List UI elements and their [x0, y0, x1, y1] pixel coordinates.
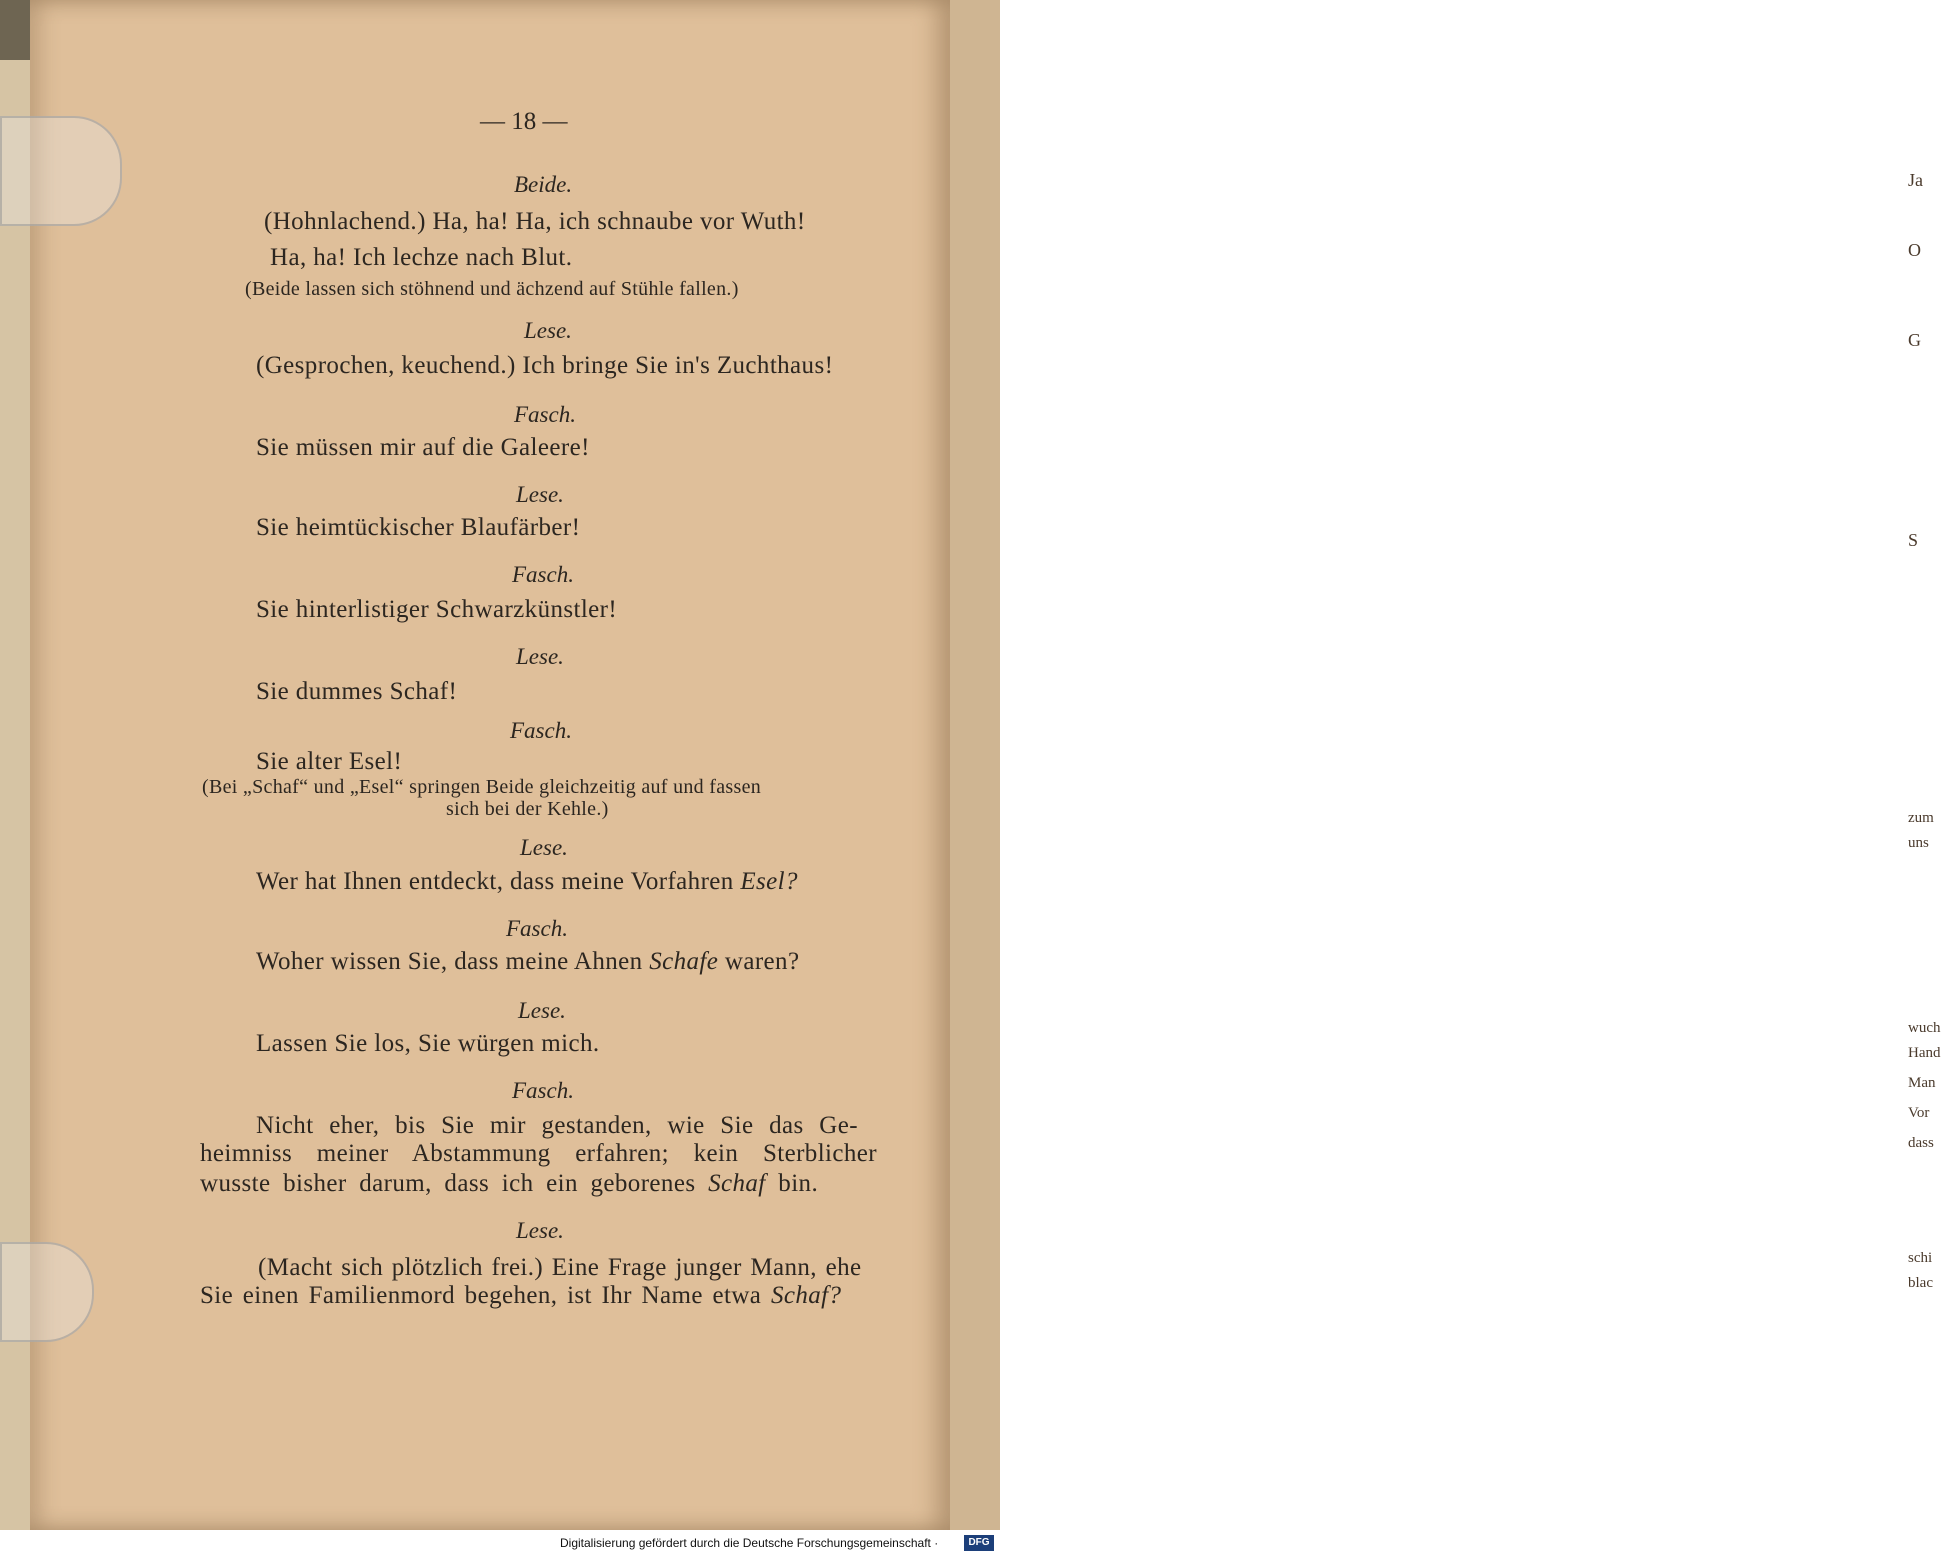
stage-direction: (Bei „Schaf“ und „Esel“ springen Beide gleichzeitig auf und fassen — [202, 776, 762, 798]
speaker-label: Beide. — [514, 172, 573, 197]
dialogue-line: heimniss meiner Abstammung erfahren; kein Sterblicher — [200, 1140, 878, 1167]
dialogue-line: (Hohnlachend.) Ha, ha! Ha, ich schnaube vor Wuth! — [264, 208, 806, 235]
dialogue-line: Sie dummes Schaf! — [256, 678, 458, 705]
facing-fragment: S — [1908, 530, 1919, 550]
emphasis: Esel? — [740, 868, 798, 895]
facing-fragment: G — [1908, 330, 1921, 350]
page-number: — 18 — — [480, 108, 568, 135]
facing-fragment: Man — [1908, 1075, 1936, 1091]
facing-fragment: Hand — [1908, 1045, 1941, 1061]
speaker-label: Lese. — [524, 318, 572, 343]
emphasis: Schafe — [649, 948, 719, 975]
dialogue-text: Wer hat Ihnen entdeckt, dass meine Vorfahren — [256, 868, 741, 895]
dialogue-text: Sie einen Familienmord begehen, ist Ihr Name etwa — [200, 1282, 771, 1309]
facing-fragment: uns — [1908, 835, 1929, 851]
book-page — [30, 0, 950, 1530]
speaker-label: Lese. — [516, 482, 564, 507]
dialogue-text: waren? — [718, 948, 800, 975]
dialogue-line: Sie alter Esel! — [256, 748, 403, 775]
facing-fragment: zum — [1908, 810, 1934, 826]
dialogue-text: wusste bisher darum, dass ich ein geborenes — [200, 1170, 709, 1197]
facing-fragment: blac — [1908, 1275, 1933, 1291]
facing-fragment: Ja — [1908, 170, 1923, 190]
facing-fragment: schi — [1908, 1250, 1933, 1266]
dialogue-line: Lassen Sie los, Sie würgen mich. — [256, 1030, 600, 1057]
dialogue-line: Sie müssen mir auf die Galeere! — [256, 434, 590, 461]
dialogue-text: Woher wissen Sie, dass meine Ahnen — [256, 948, 650, 975]
facing-fragment: dass — [1908, 1135, 1934, 1151]
dialogue-line: Ha, ha! Ich lechze nach Blut. — [270, 244, 573, 271]
facing-page — [946, 0, 1941, 1530]
speaker-label: Lese. — [518, 998, 566, 1023]
stage-direction: (Beide lassen sich stöhnend und ächzend auf Stühle fallen.) — [245, 278, 739, 300]
dfg-logo: DFG — [964, 1535, 994, 1551]
speaker-label: Fasch. — [512, 562, 574, 587]
dialogue-text: bin. — [765, 1170, 819, 1197]
dialogue-line: (Gesprochen, keuchend.) Ich bringe Sie in's Zuchthaus! — [256, 352, 834, 379]
speaker-label: Lese. — [516, 644, 564, 669]
speaker-label: Fasch. — [510, 718, 572, 743]
dialogue-line: Sie heimtückischer Blaufärber! — [256, 514, 581, 541]
speaker-label: Fasch. — [512, 1078, 574, 1103]
emphasis: Schaf? — [770, 1282, 842, 1309]
stage-direction: sich bei der Kehle.) — [446, 798, 609, 820]
dialogue-line — [200, 1170, 818, 1198]
speaker-label: Lese. — [516, 1218, 564, 1243]
speaker-label: Fasch. — [506, 916, 568, 941]
dialogue-line: (Macht sich plötzlich frei.) Eine Frage junger Mann, ehe — [258, 1254, 862, 1281]
facing-fragment: wuch — [1908, 1020, 1941, 1036]
dialogue-line: Sie hinterlistiger Schwarzkünstler! — [256, 596, 618, 623]
speaker-label: Lese. — [520, 835, 568, 860]
emphasis: Schaf — [708, 1170, 766, 1197]
dialogue-line — [256, 948, 799, 976]
digitization-credit: Digitalisierung gefördert durch die Deutsche Forschungsgemeinschaft · — [560, 1536, 939, 1550]
dialogue-line: Nicht eher, bis Sie mir gestanden, wie Sie das Ge- — [256, 1112, 858, 1139]
speaker-label: Fasch. — [514, 402, 576, 427]
dialogue-line — [256, 868, 798, 896]
facing-fragment: Vor — [1908, 1105, 1930, 1121]
facing-fragment: O — [1908, 240, 1921, 260]
dialogue-line — [200, 1282, 841, 1310]
page-clip — [0, 116, 122, 226]
page-clip — [0, 1242, 94, 1342]
